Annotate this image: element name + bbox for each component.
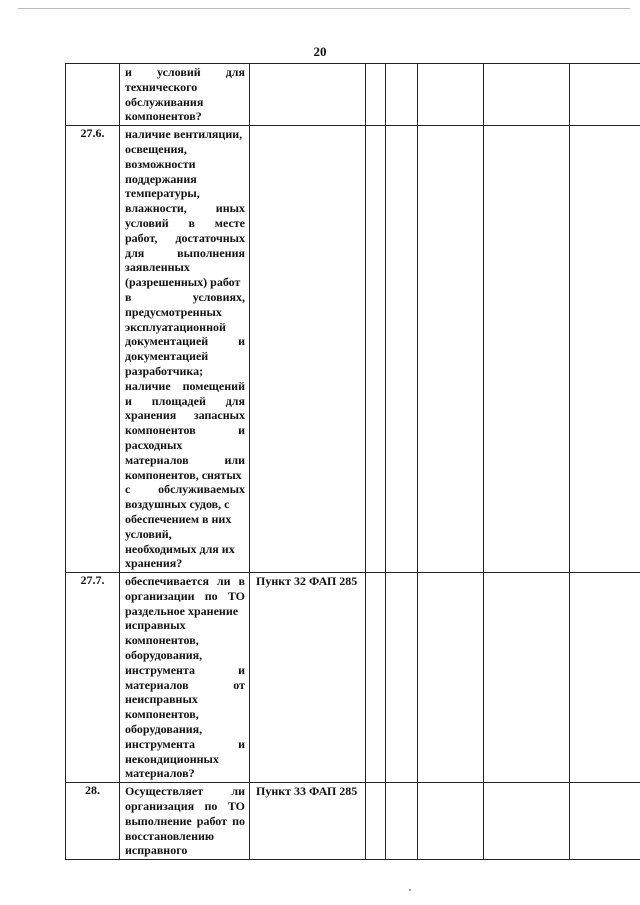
question-cell <box>120 64 250 126</box>
empty-answer-cell-5 <box>570 573 640 783</box>
question-line: условий в месте <box>125 215 245 230</box>
empty-answer-cell-2 <box>386 126 418 573</box>
question-line: Осуществляет ли <box>125 784 245 799</box>
reference-cell <box>250 64 366 126</box>
question-line: работ, достаточных <box>125 230 245 245</box>
question-line: обеспечивается ли в <box>125 574 245 589</box>
question-line: документацией и <box>125 334 245 349</box>
question-line: материалов? <box>125 766 195 781</box>
question-line: компонентов? <box>125 109 202 124</box>
empty-answer-cell-2 <box>386 783 418 860</box>
empty-answer-cell-1 <box>366 783 386 860</box>
empty-answer-cell-4 <box>484 126 570 573</box>
question-line: необходимых для их <box>125 541 235 556</box>
question-line: влажности, иных <box>125 201 245 216</box>
item-number-cell: 27.6. <box>66 126 120 573</box>
question-line: хранения запасных <box>125 408 245 423</box>
table-row <box>66 573 640 783</box>
question-line: предусмотренных <box>125 304 222 319</box>
empty-answer-cell-4 <box>484 573 570 783</box>
checklist-table <box>65 63 640 860</box>
question-line: выполнение работ по <box>125 813 245 828</box>
empty-answer-cell-5 <box>570 126 640 573</box>
question-line: инструмента и <box>125 662 245 677</box>
scan-top-edge <box>18 8 630 9</box>
empty-answer-cell-1 <box>366 126 386 573</box>
question-line: организации по ТО <box>125 588 245 603</box>
question-line: оборудования, <box>125 722 203 737</box>
empty-answer-cell-1 <box>366 573 386 783</box>
question-line: материалов от <box>125 677 245 692</box>
empty-answer-cell-2 <box>386 573 418 783</box>
empty-answer-cell-4 <box>484 783 570 860</box>
question-line: с обслуживаемых <box>125 482 245 497</box>
question-line: температуры, <box>125 186 200 201</box>
question-line: компонентов и <box>125 423 245 438</box>
question-line: некондиционных <box>125 751 219 766</box>
question-line: для выполнения <box>125 245 245 260</box>
question-line: хранения? <box>125 556 183 571</box>
empty-answer-cell-2 <box>386 64 418 126</box>
reference-cell: Пункт 33 ФАП 285 <box>250 783 366 860</box>
question-line: компонентов, <box>125 633 199 648</box>
question-line: эксплуатационной <box>125 319 226 334</box>
question-line: воздушных судов, с <box>125 497 230 512</box>
question-line: (разрешенных) работ <box>125 275 241 290</box>
question-line: заявленных <box>125 260 190 275</box>
question-line: неисправных <box>125 692 198 707</box>
table-row <box>66 783 640 860</box>
empty-answer-cell-4 <box>484 64 570 126</box>
table-row <box>66 126 640 573</box>
item-number-cell: 27.7. <box>66 573 120 783</box>
question-line: компонентов, <box>125 707 199 722</box>
empty-answer-cell-3 <box>418 126 484 573</box>
item-number-cell <box>66 64 120 126</box>
empty-answer-cell-5 <box>570 783 640 860</box>
question-line: исправных <box>125 618 186 633</box>
empty-answer-cell-3 <box>418 64 484 126</box>
question-line: раздельное хранение <box>125 603 239 618</box>
empty-answer-cell-1 <box>366 64 386 126</box>
question-line: организация по ТО <box>125 799 245 814</box>
question-line: исправного <box>125 843 188 858</box>
question-line: документацией <box>125 349 209 364</box>
item-number-cell: 28. <box>66 783 120 860</box>
question-cell <box>120 783 250 860</box>
empty-answer-cell-3 <box>418 573 484 783</box>
question-line: наличие помещений <box>125 378 245 393</box>
page-number: 20 <box>313 44 327 59</box>
question-line: технического <box>125 79 198 94</box>
question-line: восстановлению <box>125 828 215 843</box>
question-line: компонентов, снятых <box>125 467 242 482</box>
question-line: освещения, <box>125 141 187 156</box>
question-cell <box>120 126 250 573</box>
question-line: оборудования, <box>125 648 203 663</box>
reference-cell: Пункт 32 ФАП 285 <box>250 573 366 783</box>
empty-answer-cell-3 <box>418 783 484 860</box>
scan-artifact <box>409 889 411 891</box>
question-line: поддержания <box>125 171 197 186</box>
question-line: наличие вентиляции, <box>125 127 243 142</box>
table-row <box>66 64 640 126</box>
reference-cell <box>250 126 366 573</box>
empty-answer-cell-5 <box>570 64 640 126</box>
question-line: материалов или <box>125 452 245 467</box>
question-line: расходных <box>125 437 183 452</box>
question-line: условий, <box>125 526 172 541</box>
question-cell <box>120 573 250 783</box>
question-line: и условий для <box>125 65 245 79</box>
question-line: возможности <box>125 156 196 171</box>
question-line: в условиях, <box>125 289 245 304</box>
question-line: разработчика; <box>125 363 204 378</box>
question-line: обеспечением в них <box>125 511 232 526</box>
question-line: инструмента и <box>125 736 245 751</box>
question-line: и площадей для <box>125 393 245 408</box>
question-line: обслуживания <box>125 94 204 109</box>
